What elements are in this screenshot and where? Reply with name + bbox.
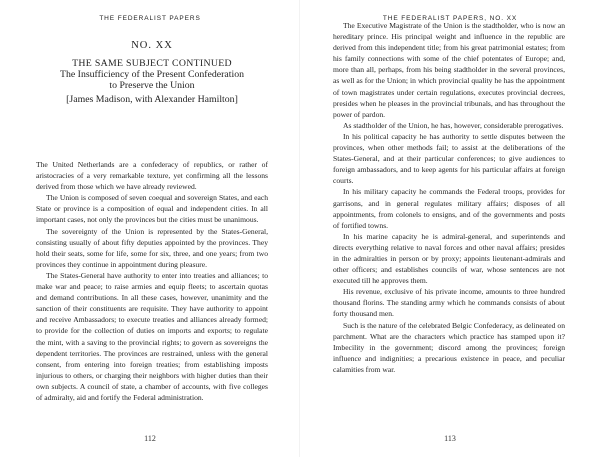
paragraph: Such is the nature of the celebrated Belgic Confederacy, as delineated on parchment. What are the characters which practice has stamped upon it? Imbecility in the government; discord among the provinces; foreign influence and indignities; a precarious existence in peace, and peculiar calamities from war. xyxy=(333,320,565,374)
page-number-left: 112 xyxy=(144,434,156,443)
running-head-left: THE FEDERALIST PAPERS xyxy=(99,15,201,22)
paragraph: The Executive Magistrate of the Union is the stadtholder, who is now an hereditary prince. His principal weight and influence in the republic are derived from this independent title; from his great patrimonial estates; from his family connections with some of the chief potentates of Europe; and, more than all, perhaps, from his being stadtholder in the several provinces, as well as for the Union; in which provincial quality he has the appointment of town magistrates under certain regulations, executes provincial decrees, presides when he pleases in the provincial tribunals, and has throughout the power of pardon. xyxy=(333,21,565,119)
paragraph: The States-General have authority to enter into treaties and alliances; to make war and peace; to raise armies and equip fleets; to ascertain quotas and demand contributions. In all these cases, however, unanimity and the sanction of their constituents are requisite. They have authority to appoint and receive Ambassadors; to execute treaties and alliances already formed; to provide for the collection of duties on imports and exports; to regulate the mint, with a saving to the provincial rights; to govern as sovereigns the dependent territories. The provinces are restrained, unless with the general consent, from entering into foreign treaties; from establishing imposts injurious to others, or charging their neighbors with higher duties than their own subjects. A council of state, a chamber of accounts, with five colleges of admiralty, aid and fortify the Federal administration. xyxy=(36,270,268,402)
paragraph: In his military capacity he commands the Federal troops, provides for garrisons, and in general regulates military affairs; disposes of all appointments, from colonels to ensigns, and of the governments and posts of fortified towns. xyxy=(333,187,565,230)
page-number-right: 113 xyxy=(444,434,456,443)
paper-author: [James Madison, with Alexander Hamilton] xyxy=(66,93,238,105)
paragraph: As stadtholder of the Union, he has, however, considerable prerogatives. xyxy=(343,120,564,130)
paper-number: NO. XX xyxy=(131,40,173,51)
paragraph: The Union is composed of seven coequal and sovereign States, and each State or province is a composition of equal and independent cities. In all important cases, not only the provinces but the cities must be unanimous. xyxy=(36,193,268,225)
paper-subtitle-line-1: The Insufficiency of the Present Confederation xyxy=(60,69,244,80)
paper-subtitle-line-2: to Preserve the Union xyxy=(109,80,195,92)
paragraph: In his marine capacity he is admiral-general, and superintends and directs everything relative to naval forces and other naval affairs; presides in the admiralties in person or by proxy; appoints lieutenant-admirals and other officers; and establishes councils of war, whose sentences are not executed till he approves them. xyxy=(333,231,565,286)
paragraph: The sovereignty of the Union is represented by the States-General, consisting usually of about fifty deputies appointed by the provinces. They hold their seats, some for life, some for six, three, and one years; from two provinces they continue in appointment during pleasure. xyxy=(36,226,268,269)
paragraph: In his political capacity he has authority to settle disputes between the provinces, when other methods fail; to assist at the deliberations of the States-General, and at their particular conferences; to give audiences to foreign ambassadors, and to keep agents for his particular affairs at foreign courts. xyxy=(333,131,565,186)
left-body-text xyxy=(36,159,268,403)
paragraph: The United Netherlands are a confederacy of republics, or rather of aristocracies of a very remarkable texture, yet confirming all the lessons derived from those which we have already reviewed. xyxy=(36,160,268,192)
paper-heading xyxy=(36,40,268,105)
running-head-right: THE FEDERALIST PAPERS, NO. XX xyxy=(382,15,518,22)
right-page xyxy=(300,0,600,457)
right-body-text xyxy=(333,20,565,375)
paper-title: THE SAME SUBJECT CONTINUED xyxy=(72,58,232,69)
paragraph: His revenue, exclusive of his private income, amounts to three hundred thousand florins. The standing army which he commands consists of about forty thousand men. xyxy=(333,287,565,319)
